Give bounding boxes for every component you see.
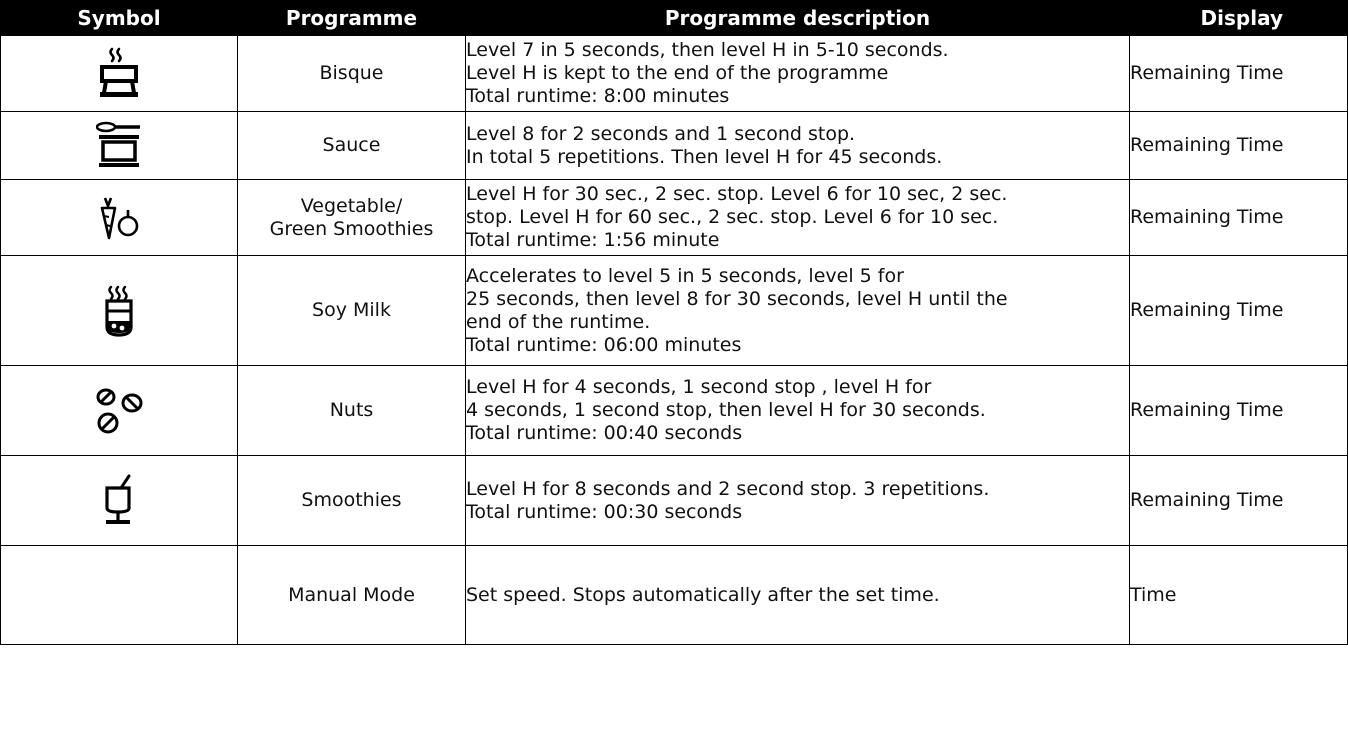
description-line: Level H for 30 sec., 2 sec. stop. Level 6 for 10 sec, 2 sec. [466,183,1008,205]
programme-name: Vegetable/ [300,194,403,217]
symbol-cell [1,456,238,546]
symbol-cell [1,112,238,180]
programme-cell [238,456,466,546]
description-cell [466,36,1130,112]
programme-name: Smoothies [301,489,402,511]
header-symbol: Symbol [1,1,238,36]
symbol-cell [1,36,238,112]
description-line: 25 seconds, then level 8 for 30 seconds, level H until the [466,287,1008,310]
header-programme-description: Programme description [466,1,1130,36]
smoothie-glass-icon [101,474,137,528]
table-row [1,180,1348,256]
display-cell: Remaining Time [1130,36,1348,112]
programme-name: Manual Mode [288,583,415,606]
description-line: Total runtime: 8:00 minutes [466,85,730,107]
description-line: Accelerates to level 5 in 5 seconds, level 5 for [466,264,904,287]
description-cell [466,366,1130,456]
programme-cell [238,180,466,256]
display-cell: Remaining Time [1130,256,1348,366]
programme-name: Soy Milk [312,299,391,321]
display-cell: Remaining Time [1130,456,1348,546]
programme-cell [238,36,466,112]
programme-name: Green Smoothies [269,217,434,240]
description-line: end of the runtime. [466,310,651,333]
description-line: Level H for 4 seconds, 1 second stop , level H for [466,376,932,398]
header-programme: Programme [238,1,466,36]
programme-name: Bisque [319,62,384,84]
header-display: Display [1130,1,1348,36]
table-row [1,546,1348,645]
description-cell [466,546,1130,645]
symbol-cell [1,366,238,456]
display-cell: Remaining Time [1130,180,1348,256]
table-row [1,112,1348,180]
soup-bowl-icon [99,47,139,101]
programme-name: Nuts [329,399,374,421]
description-line: Level H is kept to the end of the programme [466,62,889,84]
table-row [1,456,1348,546]
description-cell [466,456,1130,546]
programme-name: Sauce [322,134,381,156]
symbol-cell [1,256,238,366]
description-line: 4 seconds, 1 second stop, then level H for 30 seconds. [466,399,986,421]
saucepan-icon [96,121,142,171]
description-line: Level H for 8 seconds and 2 second stop. 3 repetitions. [466,477,990,500]
vegetable-fruit-icon [98,196,140,240]
table-row [1,36,1348,112]
table-row [1,366,1348,456]
display-cell: Remaining Time [1130,366,1348,456]
description-line: Level 7 in 5 seconds, then level H in 5-10 seconds. [466,39,949,61]
soy-milk-glass-icon [102,285,136,337]
nuts-icon [92,386,146,436]
symbol-cell [1,180,238,256]
symbol-cell [1,546,238,645]
table-header-row [1,1,1348,36]
programme-cell [238,366,466,456]
description-line: stop. Level H for 60 sec., 2 sec. stop. Level 6 for 10 sec. [466,206,999,228]
programme-cell [238,112,466,180]
programme-cell [238,546,466,645]
description-line: Total runtime: 1:56 minute [466,229,720,251]
description-line: Total runtime: 06:00 minutes [466,333,742,356]
description-line: In total 5 repetitions. Then level H for 45 seconds. [466,145,943,168]
description-line: Set speed. Stops automatically after the set time. [466,583,940,606]
table-row [1,256,1348,366]
description-line: Total runtime: 00:40 seconds [466,422,743,444]
display-cell: Remaining Time [1130,112,1348,180]
programme-cell [238,256,466,366]
display-cell: Time [1130,546,1348,645]
description-cell [466,256,1130,366]
description-cell [466,112,1130,180]
description-line: Level 8 for 2 seconds and 1 second stop. [466,122,856,145]
description-cell [466,180,1130,256]
description-line: Total runtime: 00:30 seconds [466,500,743,523]
